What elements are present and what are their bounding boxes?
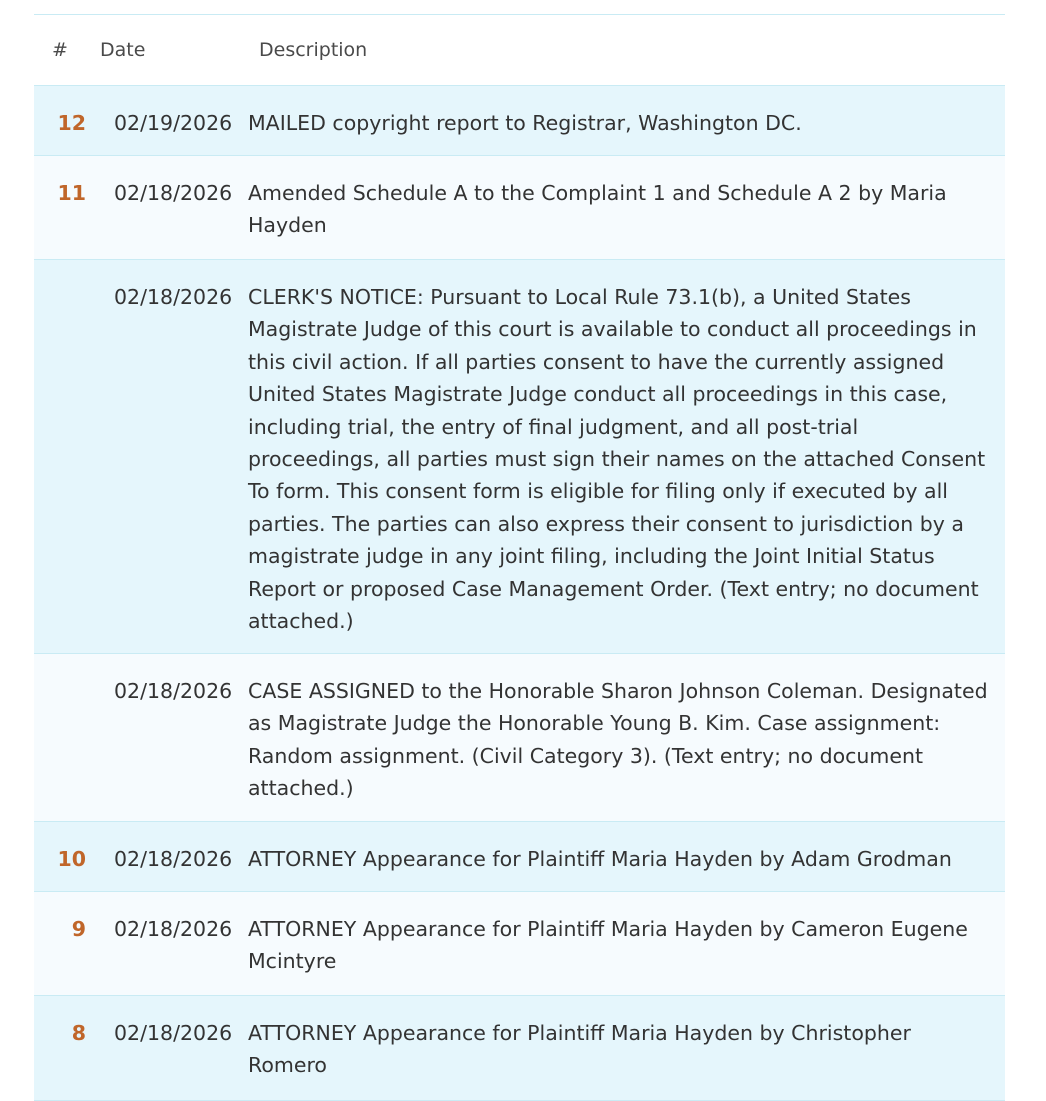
table-row (34, 156, 1005, 260)
table-row (34, 654, 1005, 822)
entry-number[interactable]: 12 (57, 111, 86, 135)
entry-date: 02/18/2026 (114, 847, 233, 871)
table-row (34, 892, 1005, 996)
entry-number[interactable]: 8 (71, 1021, 86, 1045)
entry-description: CASE ASSIGNED to the Honorable Sharon Johnson Coleman. Designated as Magistrate Judge the Honorable Young B. Kim. Case assignment: Random assignment. (Civil Category 3). (Text entry; no document attached.) (248, 679, 988, 801)
entry-description: ATTORNEY Appearance for Plaintiff Maria Hayden by Christopher Romero (248, 1021, 911, 1078)
table-header (34, 15, 1005, 86)
column-header-date: Date (100, 39, 146, 61)
entry-description: ATTORNEY Appearance for Plaintiff Maria Hayden by Cameron Eugene Mcintyre (248, 917, 968, 974)
table-row (34, 996, 1005, 1101)
table-row (34, 822, 1005, 892)
column-header-description: Description (259, 39, 368, 61)
entry-date: 02/18/2026 (114, 181, 233, 205)
entry-description: MAILED copyright report to Registrar, Washington DC. (248, 111, 802, 135)
entry-description: ATTORNEY Appearance for Plaintiff Maria Hayden by Adam Grodman (248, 847, 952, 871)
entry-description: CLERK'S NOTICE: Pursuant to Local Rule 73.1(b), a United States Magistrate Judge of this court is available to conduct all proceedings in this civil action. If all parties consent to have the currently assigned United States Magistrate Judge conduct all proceedings in this case, including trial, the entry of final judgment, and all post-trial proceedings, all parties must sign their names on the attached Consent To form. This consent form is eligible for filing only if executed by all parties. The parties can also express their consent to jurisdiction by a magistrate judge in any joint filing, including the Joint Initial Status Report or proposed Case Management Order. (Text entry; no document attached.) (248, 285, 986, 634)
entry-description: Amended Schedule A to the Complaint 1 and Schedule A 2 by Maria Hayden (248, 181, 947, 238)
table-row (34, 86, 1005, 156)
entry-date: 02/18/2026 (114, 1021, 233, 1045)
entry-date: 02/18/2026 (114, 917, 233, 941)
entry-date: 02/18/2026 (114, 679, 233, 703)
column-header-number: # (52, 39, 68, 61)
entry-date: 02/18/2026 (114, 285, 233, 309)
entry-number[interactable]: 9 (71, 917, 86, 941)
entry-number[interactable]: 10 (57, 847, 86, 871)
entry-date: 02/19/2026 (114, 111, 233, 135)
docket-table (34, 14, 1005, 1101)
entry-number[interactable]: 11 (57, 181, 86, 205)
table-row (34, 260, 1005, 654)
